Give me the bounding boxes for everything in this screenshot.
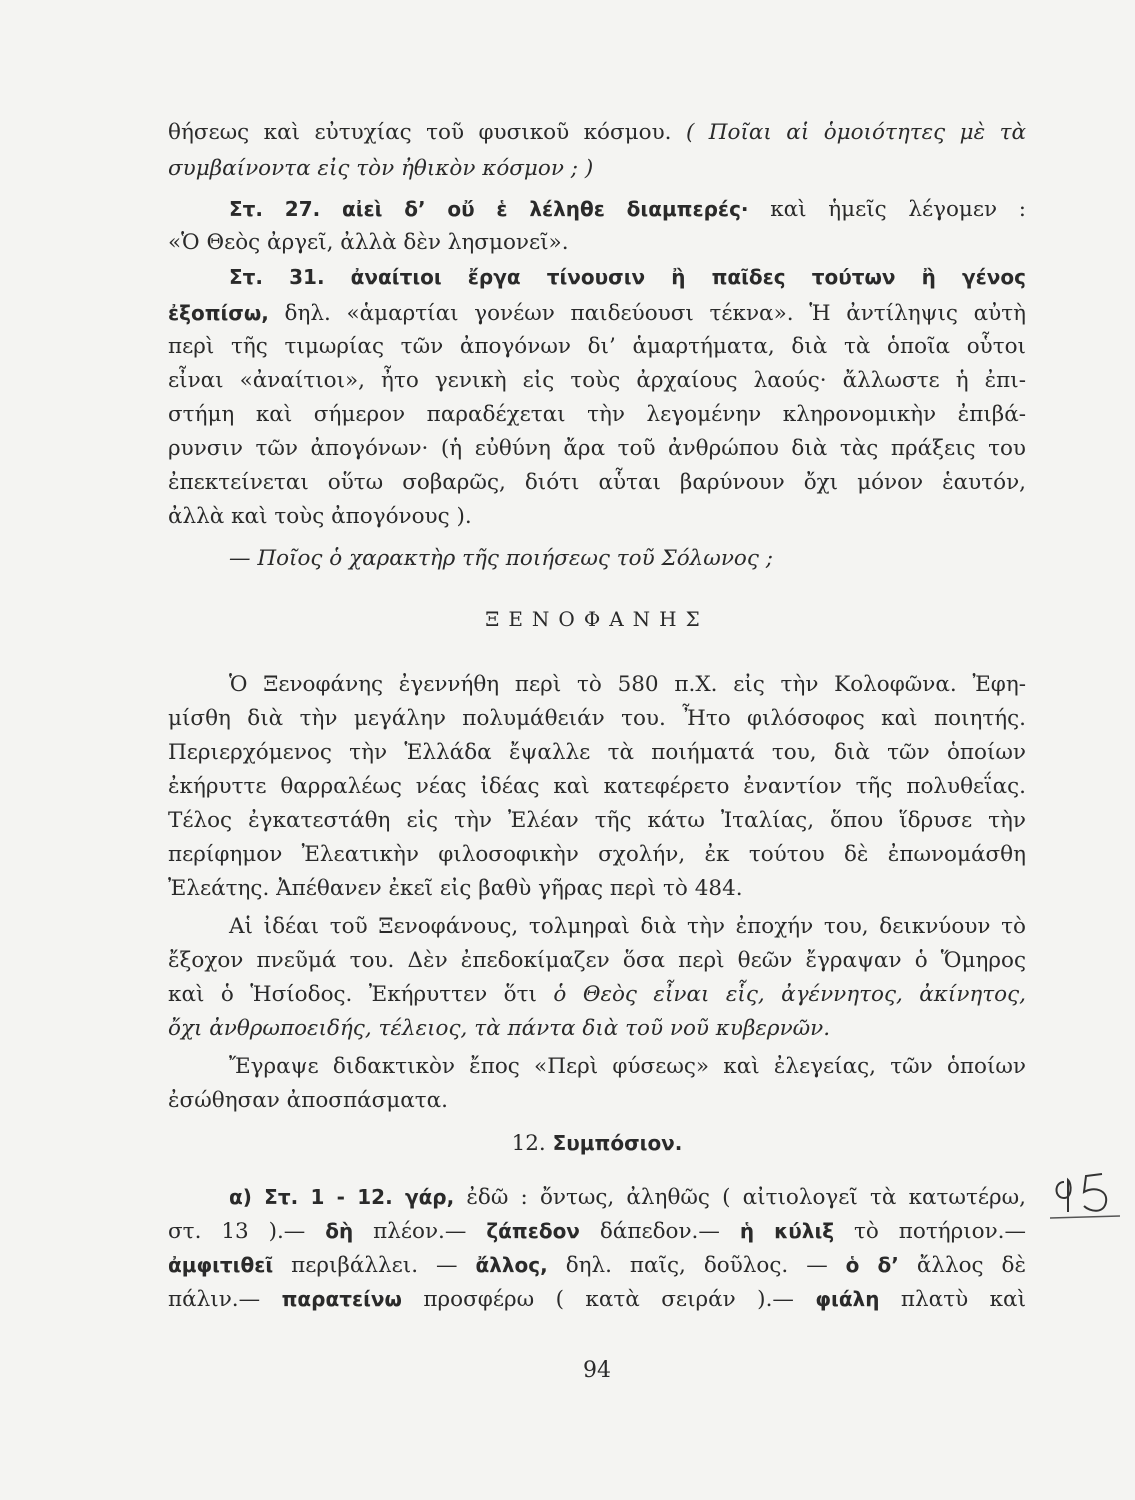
text-line: Ἔγραψε διδακτικὸν ἔπος «Περὶ φύσεως» καὶ ἐλεγείας, τῶν ὁποίων: [229, 1054, 1026, 1079]
text-line: πάλιν.— παρατείνω προσφέρω ( κατὰ σειράν ).— φιάλη πλατὺ καὶ: [168, 1287, 1027, 1312]
text-line: στ. 13 ).— δὴ πλέον.— ζάπεδον δάπεδον.— ἡ κύλιξ τὸ ποτήριον.—: [168, 1219, 1027, 1244]
text-line: συμβαίνοντα εἰς τὸν ἠθικὸν κόσμον ; ): [168, 156, 594, 181]
text-line: Στ. 31. ἀναίτιοι ἔργα τίνουσιν ἢ παῖδες τούτων ἢ γένος: [229, 265, 1026, 289]
section-title: 12. Συμπόσιον.: [511, 1131, 683, 1156]
text-line: εἶναι «ἀναίτιοι», ἦτο γενικὴ εἰς τοὺς ἀρχαίους λαούς· ἄλλωστε ἡ ἐπι-: [168, 368, 1026, 393]
handwritten-margin-note: [1050, 1168, 1120, 1228]
text-line: Ἐλεάτης. Ἀπέθανεν ἐκεῖ εἰς βαθὺ γῆρας περὶ τὸ 484.: [168, 876, 743, 901]
text-line: περὶ τῆς τιμωρίας τῶν ἀπογόνων δι’ ἁμαρτήματα, διὰ τὰ ὁποῖα οὗτοι: [168, 334, 1026, 359]
text-line: περίφημον Ἐλεατικὴν φιλοσοφικὴν σχολήν, ἐκ τούτου δὲ ἐπωνομάσθη: [168, 842, 1026, 867]
text-line: Τέλος ἐγκατεστάθη εἰς τὴν Ἐλέαν τῆς κάτω Ἰταλίας, ὅπου ἵδρυσε τὴν: [168, 808, 1026, 833]
text-line: καὶ ὁ Ἡσίοδος. Ἐκήρυττεν ὅτι ὁ Θεὸς εἶναι εἷς, ἀγέννητος, ἀκίνητος,: [168, 982, 1026, 1007]
text-line: ὄχι ἀνθρωποειδής, τέλειος, τὰ πάντα διὰ τοῦ νοῦ κυβερνῶν.: [168, 1016, 831, 1041]
text-line: ρυνσιν τῶν ἀπογόνων· (ἡ εὐθύνη ἄρα τοῦ ἀνθρώπου διὰ τὰς πράξεις του: [168, 436, 1026, 461]
text-line: Αἱ ἰδέαι τοῦ Ξενοφάνους, τολμηραὶ διὰ τὴν ἐποχήν του, δεικνύουν τὸ: [229, 914, 1026, 939]
text-line: ἐπεκτείνεται οὕτω σοβαρῶς, διότι αὗται βαρύνουν ὄχι μόνον ἑαυτόν,: [168, 470, 1026, 495]
text-line: μίσθη διὰ τὴν μεγάλην πολυμάθειάν του. Ἦτο φιλόσοφος καὶ ποιητής.: [168, 706, 1026, 731]
page-number: 94: [583, 1358, 611, 1383]
section-heading: ΞΕΝΟΦΑΝΗΣ: [485, 607, 709, 631]
text-line: ἐξοπίσω, δηλ. «ἁμαρτίαι γονέων παιδεύουσι τέκνα». Ἡ ἀντίληψις αὐτὴ: [168, 301, 1026, 326]
text-line: Περιερχόμενος τὴν Ἑλλάδα ἔψαλλε τὰ ποιήματά του, διὰ τῶν ὁποίων: [168, 740, 1026, 765]
text-line: ἐκήρυττε θαρραλέως νέας ἰδέας καὶ κατεφέρετο ἐναντίον τῆς πολυθεΐας.: [168, 774, 1026, 799]
text-line: ἔξοχον πνεῦμά του. Δὲν ἐπεδοκίμαζεν ὅσα περὶ θεῶν ἔγραψαν ὁ Ὅμηρος: [168, 948, 1026, 973]
text-line: Στ. 27. αἰεὶ δ’ οὔ ἑ λέληθε διαμπερές· καὶ ἡμεῖς λέγομεν :: [229, 197, 1026, 222]
text-line: στήμη καὶ σήμερον παραδέχεται τὴν λεγομένην κληρονομικὴν ἐπιβά-: [168, 402, 1026, 427]
text-line: α) Στ. 1 - 12. γάρ, ἐδῶ : ὄντως, ἀληθῶς ( αἰτιολογεῖ τὰ κατωτέρω,: [229, 1185, 1026, 1210]
text-line: θήσεως καὶ εὐτυχίας τοῦ φυσικοῦ κόσμου. ( Ποῖαι αἱ ὁμοιότητες μὲ τὰ: [168, 120, 1026, 145]
text-line: — Ποῖος ὁ χαρακτὴρ τῆς ποιήσεως τοῦ Σόλωνος ;: [229, 546, 773, 571]
text-line: «Ὁ Θεὸς ἀργεῖ, ἀλλὰ δὲν λησμονεῖ».: [168, 230, 569, 255]
text-line: ἀλλὰ καὶ τοὺς ἀπογόνους ).: [168, 504, 472, 529]
text-line: Ὁ Ξενοφάνης ἐγεννήθη περὶ τὸ 580 π.Χ. εἰς τὴν Κολοφῶνα. Ἐφη-: [229, 672, 1026, 697]
text-line: ἀμφιτιθεῖ περιβάλλει. — ἄλλος, δηλ. παῖς, δοῦλος. — ὁ δ’ ἄλλος δὲ: [168, 1253, 1027, 1278]
text-line: ἐσώθησαν ἀποσπάσματα.: [168, 1088, 449, 1113]
